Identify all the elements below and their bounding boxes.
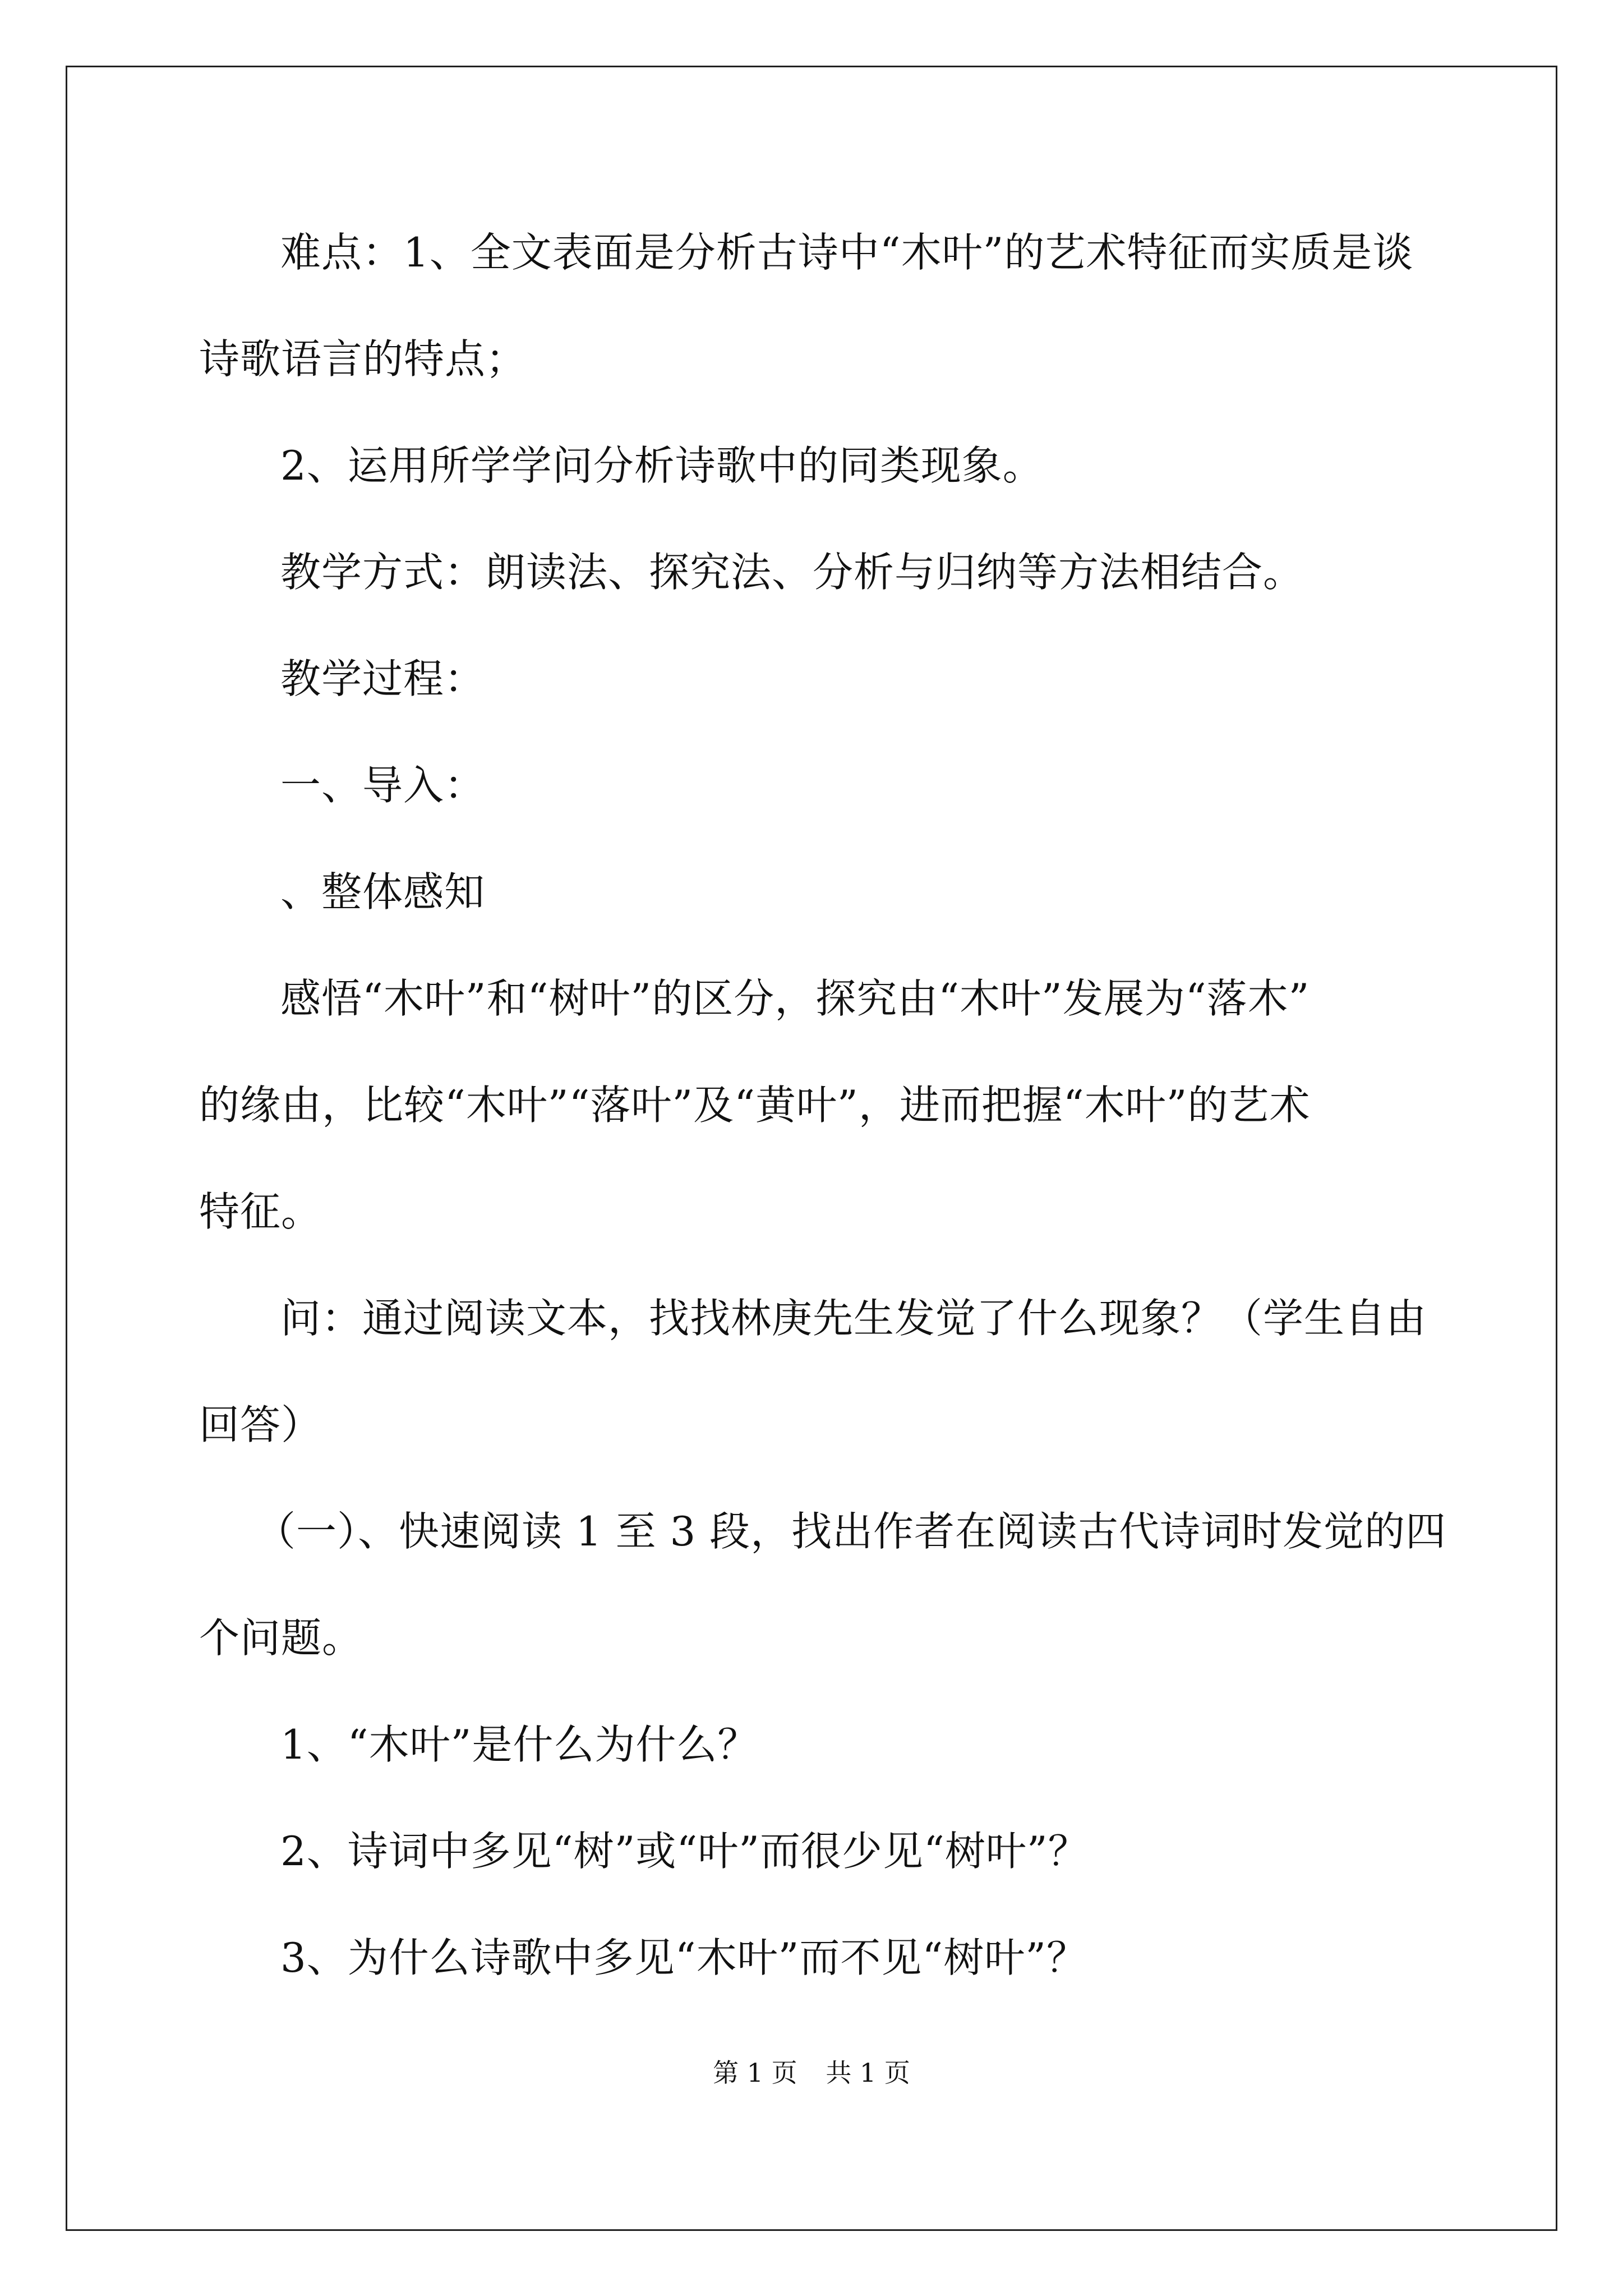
paragraph-perceive-end: 特征。 [199,1188,322,1235]
paragraph-difficulty-2: 2、运用所学学问分析诗歌中的同类现象。 [280,442,1044,489]
paragraph-section-one-cont: 个问题。 [199,1614,363,1662]
list-item-question-1: 1、“木叶”是什么为什么？ [280,1721,759,1768]
heading-overall-perception: 、整体感知 [280,868,486,915]
list-item-question-3: 3、为什么诗歌中多见“木叶”而不见“树叶”？ [280,1934,1088,1981]
paragraph-difficulty-cont: 诗歌语言的特点； [199,335,527,383]
list-item-question-2: 2、诗词中多见“树”或“叶”而很少见“树叶”？ [280,1828,1089,1875]
paragraph-difficulty: 难点：1、全文表面是分析古诗中“木叶”的艺术特征而实质是谈 [280,229,1414,276]
paragraph-teaching-method: 教学方式：朗读法、探究法、分析与归纳等方法相结合。 [280,549,1304,596]
paragraph-perceive-cont: 的缘由，比较“木叶”“落叶”及“黄叶”，进而把握“木叶”的艺术 [199,1082,1311,1129]
heading-introduction: 一、导入： [280,762,486,809]
page-border [66,66,1557,2231]
page-number: 第 1 页 [713,2058,797,2088]
paragraph-teaching-process: 教学过程： [280,655,486,702]
paragraph-perceive: 感悟“木叶”和“树叶”的区分，探究由“木叶”发展为“落木” [280,975,1310,1022]
page-total: 共 1 页 [826,2058,910,2088]
paragraph-question: 问：通过阅读文本，找找林庚先生发觉了什么现象？（学生自由 [280,1295,1427,1342]
paragraph-section-one: （一）、快速阅读 1 至 3 段，找出作者在阅读古代诗词时发觉的四 [255,1508,1447,1555]
page-footer [0,2056,1623,2090]
paragraph-question-cont: 回答） [199,1401,322,1448]
